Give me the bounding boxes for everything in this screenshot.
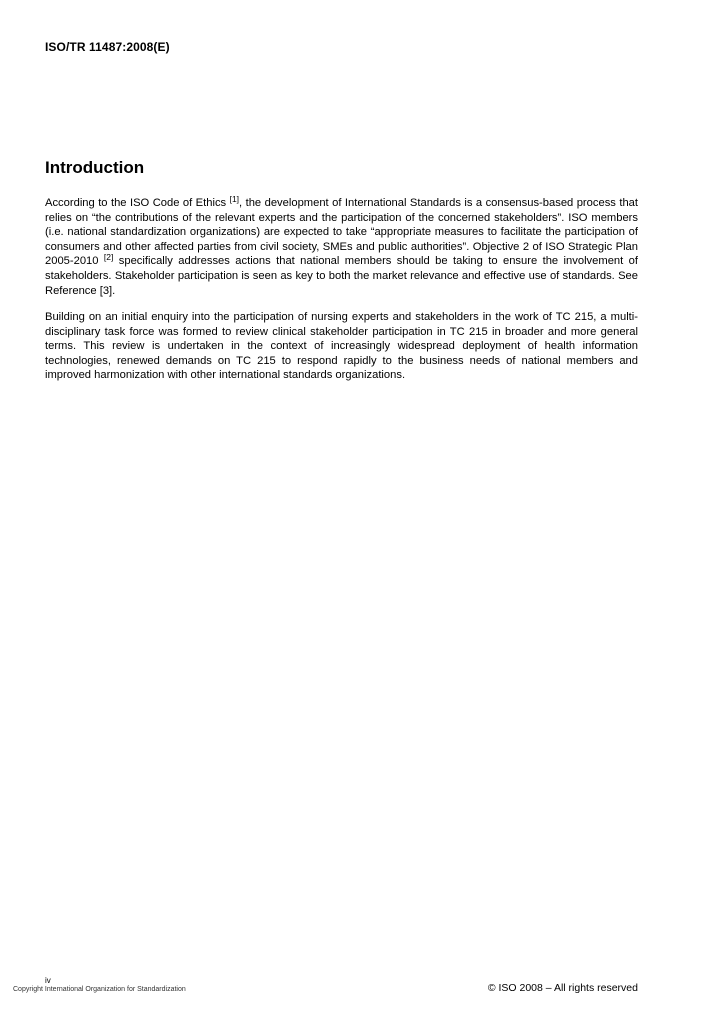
reference-marker: [2] [103, 252, 114, 263]
document-code: ISO/TR 11487:2008(E) [45, 40, 170, 54]
introduction-paragraph-1 [45, 196, 638, 298]
copyright-note: Copyright International Organization for Standardization [13, 986, 186, 993]
reference-marker: [1] [229, 194, 240, 204]
section-title: Introduction [45, 158, 145, 177]
paragraph-text: specifically addresses actions that national members should be taking to ensure the involvement of stakeholders. Stakeholder participation is seen as key to both the market relevance and effective use of standards. See Reference [3]. [45, 255, 638, 297]
page-number: iv [45, 976, 51, 985]
paragraph-text: According to the ISO Code of Ethics [45, 197, 230, 209]
introduction-paragraph-2: Building on an initial enquiry into the participation of nursing experts and stakeholders in the work of TC 215, a multi-disciplinary task force was formed to review clinical stakeholder participation in TC 215 in broader and more general terms. This review is undertaken in the context of increasingly widespread deployment of health information technologies, renewed demands on TC 215 to respond rapidly to the business needs of national members and improved harmonization with other international standards organizations. [45, 311, 638, 382]
copyright-rights: © ISO 2008 – All rights reserved [487, 982, 638, 994]
paragraph-text: , the development of International Standards is a consensus-based process that relies on “the contributions of the relevant experts and the participation of the concerned stakeholders”. ISO members (i.e. national standardization organizations) are expected to take “appropriate measures to facilitate the participation of consumers and other affected parties from civil society, SMEs and public authorities”. Objective 2 of ISO Strategic Plan 2005-2010 [45, 197, 638, 268]
